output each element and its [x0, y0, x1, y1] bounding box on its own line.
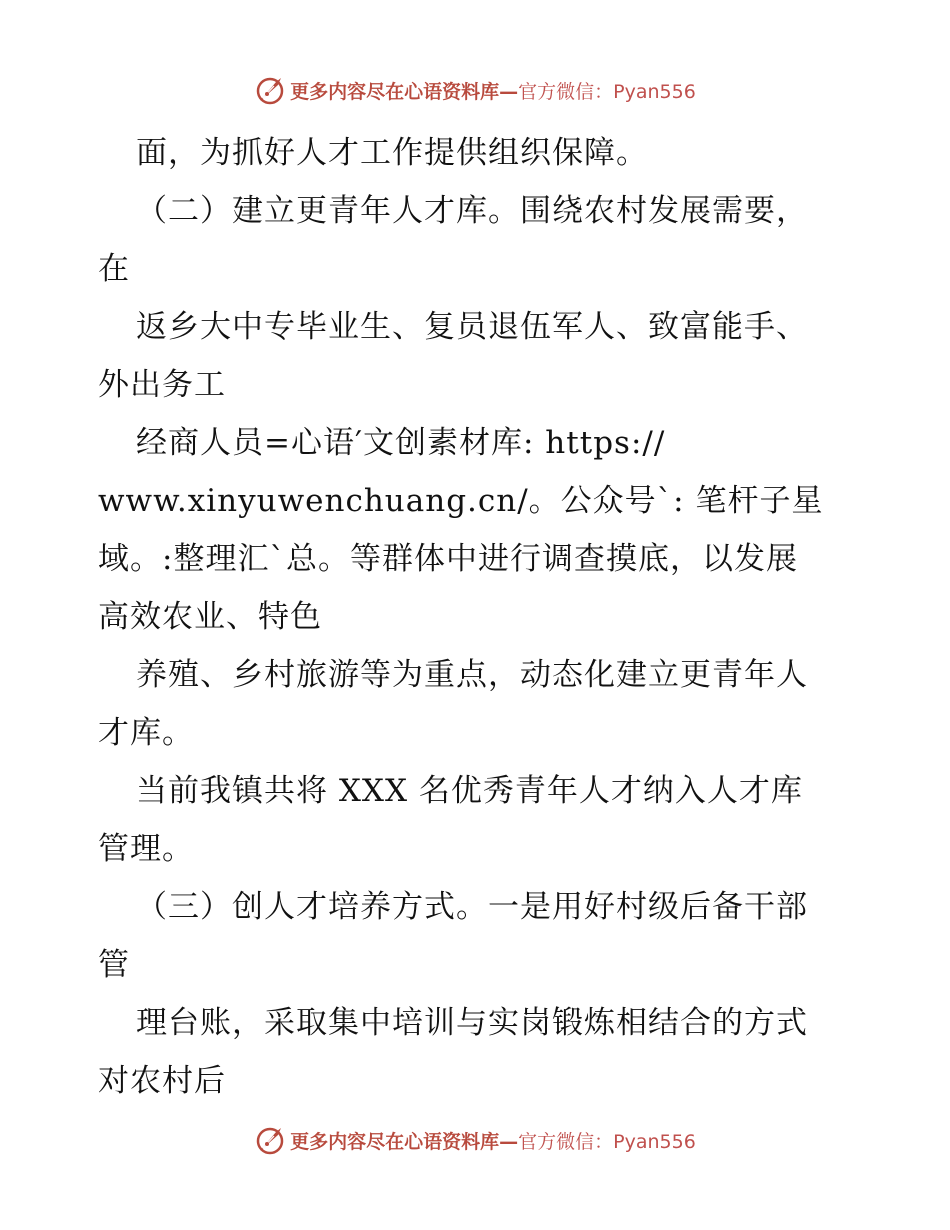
text-line: 才库。: [98, 715, 194, 751]
text-line: 高效农业、特色: [98, 599, 322, 635]
text-line: 返乡大中专毕业生、复员退伍军人、致富能手、: [136, 309, 808, 345]
text-line: 当前我镇共将 XXX 名优秀青年人才纳入人才库: [136, 773, 803, 809]
text-line: 养殖、乡村旅游等为重点，动态化建立更青年人: [136, 657, 808, 693]
footer-wechat-id: 官方微信：Pyan556: [518, 1130, 696, 1153]
text-line: 经商人员=心语′文创素材库: https://: [136, 425, 666, 461]
header-banner-text: 更多内容尽在心语资料库—官方微信：Pyan556: [290, 80, 696, 103]
text-line: 域。:整理汇`总。等群体中进行调查摸底，以发展: [98, 541, 798, 577]
footer-banner-text: 更多内容尽在心语资料库—官方微信：Pyan556: [290, 1130, 696, 1153]
text-line: 管: [98, 947, 130, 983]
header-wechat-id: 官方微信：Pyan556: [518, 80, 696, 103]
text-line: 管理。: [98, 831, 194, 867]
text-line: 外出务工: [98, 367, 226, 403]
text-line: 对农村后: [98, 1063, 226, 1099]
document-body: [98, 124, 858, 1110]
quill-pen-logo-icon: [254, 1124, 286, 1156]
footer-banner: [0, 1120, 950, 1160]
text-line: （二）建立更青年人才库。围绕农村发展需要，: [136, 193, 808, 229]
header-banner: [0, 70, 950, 110]
text-line: 理台账，采取集中培训与实岗锻炼相结合的方式: [136, 1005, 808, 1041]
text-line: www.xinyuwenchuang.cn/。公众号`: 笔杆子星: [98, 483, 824, 519]
text-line: （三）创人才培养方式。一是用好村级后备干部: [136, 889, 808, 925]
quill-pen-logo-icon: [254, 74, 286, 106]
text-line: 在: [98, 251, 130, 287]
text-line: 面，为抓好人才工作提供组织保障。: [136, 135, 648, 171]
